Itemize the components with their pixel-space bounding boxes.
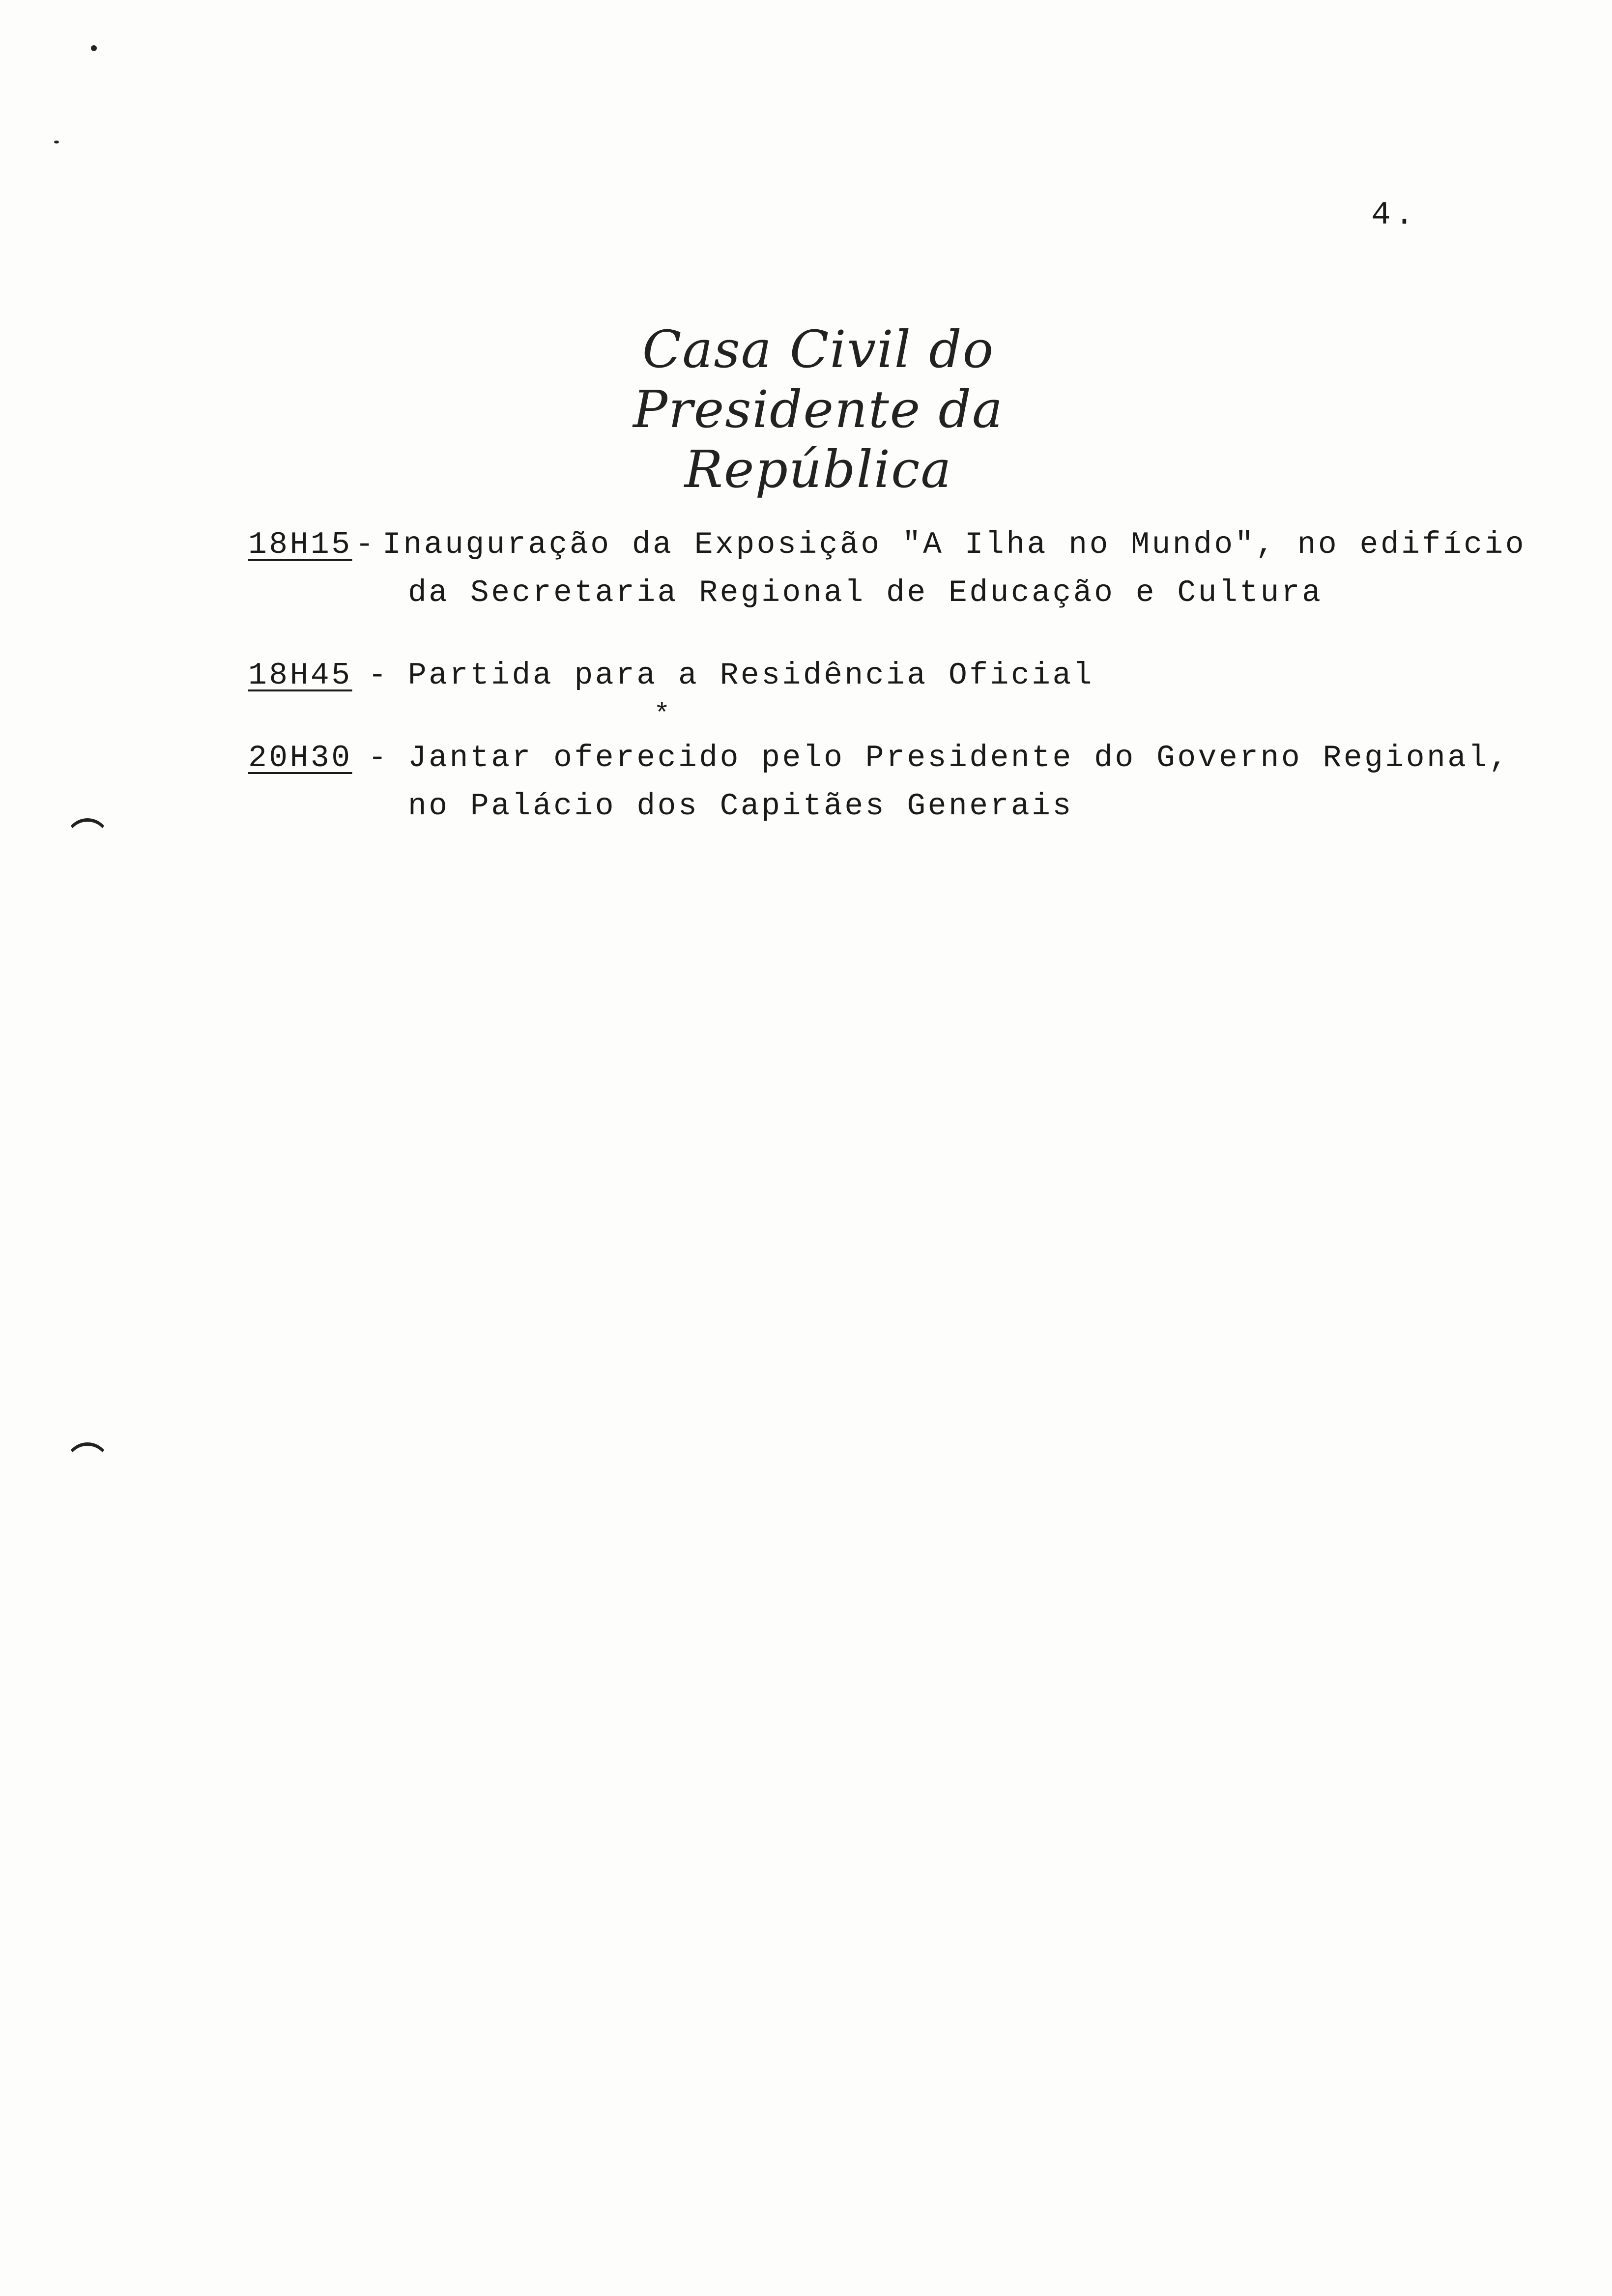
schedule-list [248, 521, 1526, 865]
scan-speck [54, 141, 59, 144]
entry-description: Jantar oferecido pelo Presidente do Governo Regional, [408, 741, 1510, 775]
schedule-entry [248, 521, 1526, 617]
schedule-entry [248, 734, 1526, 831]
entry-description-continued: da Secretaria Regional de Educação e Cultura [408, 575, 1323, 610]
entry-description: Inauguração da Exposição "A Ilha no Mundo", no edifício [382, 527, 1526, 562]
binder-hole-mark [65, 818, 110, 851]
binder-hole-mark [65, 1442, 110, 1475]
star-marker: * [654, 699, 670, 730]
entry-description-continued: no Palácio dos Capitães Generais [408, 789, 1073, 824]
entry-time: 20H30 [248, 741, 352, 775]
entry-time: 18H45 [248, 658, 352, 693]
entry-description: Partida para a Residência Oficial [408, 658, 1094, 693]
entry-separator: - [368, 741, 389, 775]
schedule-entry [248, 652, 1526, 730]
letterhead-title: Casa Civil do Presidente da República [633, 319, 1004, 499]
scan-speck [91, 45, 97, 51]
entry-separator: - [355, 527, 376, 562]
entry-time: 18H15 [248, 527, 352, 562]
entry-separator: - [368, 658, 389, 693]
page-number: 4. [1371, 197, 1418, 233]
